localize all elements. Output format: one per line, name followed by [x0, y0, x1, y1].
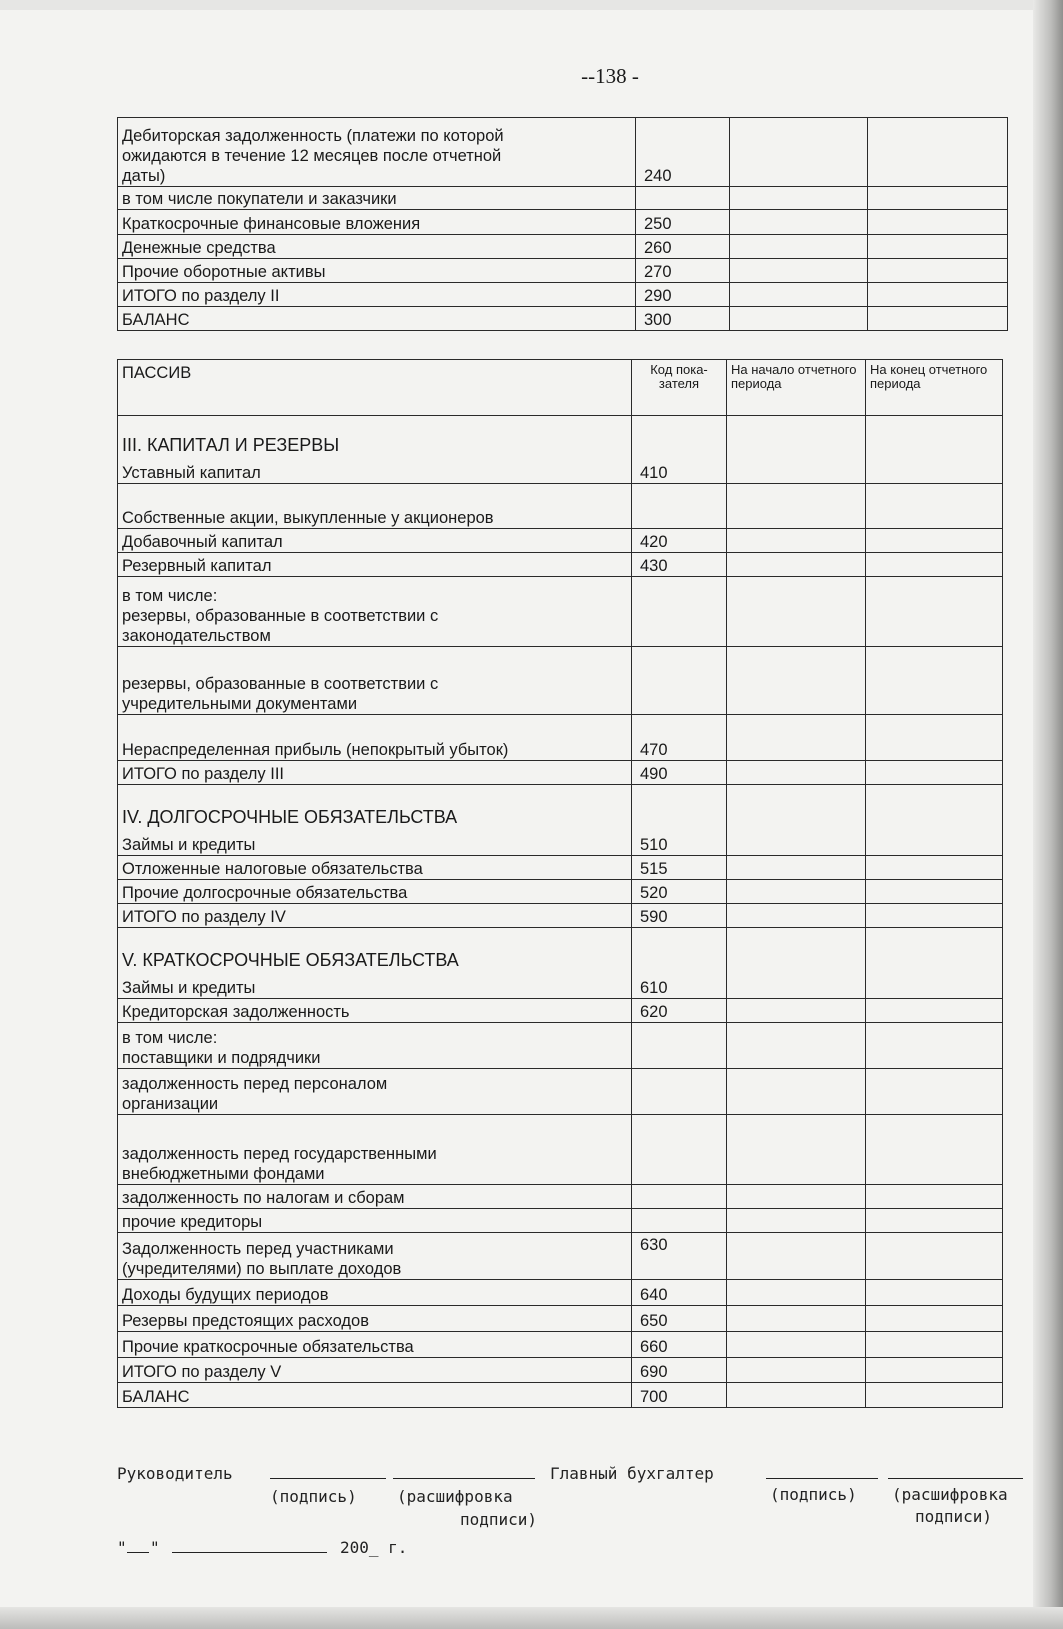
accountant-signature-caption: (подпись) [770, 1485, 857, 1504]
row-code [632, 1115, 727, 1185]
row-code: 690 [632, 1358, 727, 1383]
section-title: V. КРАТКОСРОЧНЫЕ ОБЯЗАТЕЛЬСТВА [122, 950, 459, 970]
table-row [118, 210, 1008, 235]
table-row [118, 259, 1008, 283]
table-row [118, 999, 1003, 1023]
end-period-cell [868, 187, 1008, 210]
table-row [118, 856, 1003, 880]
row-label [118, 1023, 632, 1069]
header-end-period: На конец отчетного периода [866, 360, 1003, 416]
end-period-cell [866, 484, 1003, 529]
row-code [632, 1185, 727, 1209]
start-period-cell [727, 999, 866, 1023]
row-label [118, 577, 632, 647]
row-label: Прочие краткосрочные обязательства [118, 1332, 632, 1358]
table-row [118, 715, 1003, 761]
accountant-decode-caption: (расшифровка [892, 1485, 1008, 1504]
start-period-cell [727, 1306, 866, 1332]
table-row [118, 529, 1003, 553]
row-code [632, 577, 727, 647]
row-label: ИТОГО по разделу V [118, 1358, 632, 1383]
start-period-cell [727, 785, 866, 856]
end-period-cell [866, 577, 1003, 647]
row-sublabel: поставщики и подрядчики [122, 1049, 321, 1067]
head-decode-line [393, 1478, 535, 1479]
row-label: ИТОГО по разделу II [118, 283, 636, 307]
table-row [118, 187, 1008, 210]
end-period-cell [868, 118, 1008, 187]
start-period-cell [727, 1209, 866, 1233]
table-row [118, 1332, 1003, 1358]
row-code: 430 [632, 553, 727, 577]
row-sublabel: Займы и кредиты [122, 836, 256, 854]
row-label [118, 928, 632, 999]
row-label: задолженность перед государственными внебюджетными фондами [118, 1115, 632, 1185]
end-period-cell [866, 647, 1003, 715]
header-code: Код пока-зателя [632, 360, 727, 416]
end-period-cell [866, 1115, 1003, 1185]
row-label: Нераспределенная прибыль (непокрытый убыток) [118, 715, 632, 761]
start-period-cell [727, 1383, 866, 1408]
page-edge-bottom [0, 1607, 1063, 1629]
start-period-cell [730, 235, 868, 259]
table-row [118, 928, 1003, 999]
row-sublabel: резервы, образованные в соответствии с законодательством [122, 607, 439, 645]
row-sublabel: Уставный капитал [122, 464, 261, 482]
row-code [632, 484, 727, 529]
row-label: Резервный капитал [118, 553, 632, 577]
date-quote-close: " [150, 1538, 160, 1557]
table-row [118, 1185, 1003, 1209]
date-quote-open: " [117, 1538, 127, 1557]
liabilities-table [117, 359, 1003, 1408]
start-period-cell [727, 553, 866, 577]
head-signature-line [270, 1478, 386, 1479]
end-period-cell [866, 1332, 1003, 1358]
table-row [118, 1233, 1003, 1280]
row-label: БАЛАНС [118, 307, 636, 331]
end-period-cell [866, 1209, 1003, 1233]
row-label: прочие кредиторы [118, 1209, 632, 1233]
end-period-cell [866, 785, 1003, 856]
row-code: 290 [636, 283, 730, 307]
head-decode-caption: (расшифровка [397, 1487, 513, 1506]
start-period-cell [727, 904, 866, 928]
row-code: 590 [632, 904, 727, 928]
assets-continuation-table [117, 117, 1008, 331]
date-year: 200_ г. [340, 1538, 408, 1557]
start-period-cell [730, 307, 868, 331]
date-day-line [127, 1552, 149, 1553]
end-period-cell [866, 1185, 1003, 1209]
end-period-cell [866, 553, 1003, 577]
row-intro: в том числе: [122, 1029, 218, 1047]
end-period-cell [866, 761, 1003, 785]
row-label: резервы, образованные в соответствии с учредительными документами [118, 647, 632, 715]
table-row [118, 553, 1003, 577]
table-row [118, 1306, 1003, 1332]
table-row [118, 1383, 1003, 1408]
start-period-cell [727, 880, 866, 904]
end-period-cell [866, 715, 1003, 761]
page-edge-right [1033, 0, 1063, 1629]
row-code: 640 [632, 1280, 727, 1306]
start-period-cell [727, 928, 866, 999]
row-code: 515 [632, 856, 727, 880]
row-label: Отложенные налоговые обязательства [118, 856, 632, 880]
end-period-cell [866, 1023, 1003, 1069]
start-period-cell [727, 647, 866, 715]
table-row [118, 1280, 1003, 1306]
table-row [118, 1209, 1003, 1233]
row-code: 520 [632, 880, 727, 904]
row-label: задолженность перед персоналом организации [118, 1069, 632, 1115]
row-code: 620 [632, 999, 727, 1023]
start-period-cell [730, 210, 868, 235]
row-label: Резервы предстоящих расходов [118, 1306, 632, 1332]
start-period-cell [727, 416, 866, 484]
row-label [118, 416, 632, 484]
row-label: Кредиторская задолженность [118, 999, 632, 1023]
start-period-cell [727, 577, 866, 647]
accountant-decode-line [888, 1478, 1023, 1479]
end-period-cell [866, 1306, 1003, 1332]
row-code: 630 [632, 1233, 727, 1280]
row-label: Дебиторская задолженность (платежи по которой ожидаются в течение 12 месяцев после отчетной даты) [118, 118, 636, 187]
date-month-line [172, 1552, 327, 1553]
row-code: 510 [632, 785, 727, 856]
section-title: III. КАПИТАЛ И РЕЗЕРВЫ [122, 435, 340, 455]
page-number: --138 - [581, 64, 639, 88]
row-code: 700 [632, 1383, 727, 1408]
table-row [118, 761, 1003, 785]
table-row [118, 235, 1008, 259]
start-period-cell [730, 283, 868, 307]
row-label [118, 785, 632, 856]
row-code [632, 1069, 727, 1115]
row-label: Доходы будущих периодов [118, 1280, 632, 1306]
start-period-cell [727, 1332, 866, 1358]
row-code: 260 [636, 235, 730, 259]
end-period-cell [866, 880, 1003, 904]
table-row [118, 484, 1003, 529]
row-code: 300 [636, 307, 730, 331]
table-row [118, 416, 1003, 484]
row-label: задолженность по налогам и сборам [118, 1185, 632, 1209]
end-period-cell [868, 307, 1008, 331]
table-row [118, 118, 1008, 187]
end-period-cell [868, 210, 1008, 235]
row-label: ИТОГО по разделу IV [118, 904, 632, 928]
accountant-signature-line [766, 1478, 878, 1479]
row-label: Прочие оборотные активы [118, 259, 636, 283]
row-label: Добавочный капитал [118, 529, 632, 553]
row-code: 650 [632, 1306, 727, 1332]
end-period-cell [868, 283, 1008, 307]
row-sublabel: Займы и кредиты [122, 979, 256, 997]
start-period-cell [730, 259, 868, 283]
row-label: ИТОГО по разделу III [118, 761, 632, 785]
end-period-cell [866, 999, 1003, 1023]
row-code: 660 [632, 1332, 727, 1358]
row-code [632, 1023, 727, 1069]
start-period-cell [727, 1358, 866, 1383]
start-period-cell [727, 1115, 866, 1185]
table-row [118, 1115, 1003, 1185]
row-label: Краткосрочные финансовые вложения [118, 210, 636, 235]
end-period-cell [866, 529, 1003, 553]
start-period-cell [727, 484, 866, 529]
end-period-cell [866, 1233, 1003, 1280]
row-code: 270 [636, 259, 730, 283]
table-row [118, 880, 1003, 904]
start-period-cell [727, 1280, 866, 1306]
end-period-cell [866, 1383, 1003, 1408]
end-period-cell [866, 904, 1003, 928]
table-row [118, 307, 1008, 331]
table-row [118, 1358, 1003, 1383]
start-period-cell [727, 856, 866, 880]
start-period-cell [730, 187, 868, 210]
table-row [118, 283, 1008, 307]
end-period-cell [866, 1358, 1003, 1383]
row-label: Собственные акции, выкупленные у акционеров [118, 484, 632, 529]
row-intro: в том числе: [122, 587, 218, 605]
row-label: Задолженность перед участниками (учредителями) по выплате доходов [118, 1233, 632, 1280]
row-code [632, 1209, 727, 1233]
row-code: 250 [636, 210, 730, 235]
start-period-cell [730, 118, 868, 187]
start-period-cell [727, 1185, 866, 1209]
row-code [632, 647, 727, 715]
header-start-period: На начало отчетного периода [727, 360, 866, 416]
table-row [118, 1069, 1003, 1115]
row-code: 610 [632, 928, 727, 999]
row-code: 420 [632, 529, 727, 553]
start-period-cell [727, 1069, 866, 1115]
row-label: Денежные средства [118, 235, 636, 259]
row-code: 410 [632, 416, 727, 484]
end-period-cell [866, 1280, 1003, 1306]
start-period-cell [727, 529, 866, 553]
end-period-cell [866, 416, 1003, 484]
row-code: 470 [632, 715, 727, 761]
start-period-cell [727, 761, 866, 785]
header-passive: ПАССИВ [118, 360, 632, 416]
head-signature-caption: (подпись) [270, 1487, 357, 1506]
row-code: 240 [636, 118, 730, 187]
table-row [118, 577, 1003, 647]
table-row [118, 904, 1003, 928]
start-period-cell [727, 1023, 866, 1069]
head-decode-caption-2: подписи) [460, 1510, 538, 1529]
header-row [118, 360, 1003, 416]
end-period-cell [868, 259, 1008, 283]
end-period-cell [866, 1069, 1003, 1115]
row-code [636, 187, 730, 210]
end-period-cell [868, 235, 1008, 259]
table-row [118, 785, 1003, 856]
row-label: БАЛАНС [118, 1383, 632, 1408]
table-row [118, 647, 1003, 715]
row-label: Прочие долгосрочные обязательства [118, 880, 632, 904]
head-label: Руководитель [117, 1464, 233, 1483]
chief-accountant-label: Главный бухгалтер [550, 1464, 714, 1483]
row-label: в том числе покупатели и заказчики [118, 187, 636, 210]
section-title: IV. ДОЛГОСРОЧНЫЕ ОБЯЗАТЕЛЬСТВА [122, 807, 458, 827]
table-row [118, 1023, 1003, 1069]
page-edge-top [0, 0, 1063, 10]
end-period-cell [866, 856, 1003, 880]
accountant-decode-caption-2: подписи) [915, 1507, 993, 1526]
start-period-cell [727, 1233, 866, 1280]
start-period-cell [727, 715, 866, 761]
row-code: 490 [632, 761, 727, 785]
end-period-cell [866, 928, 1003, 999]
